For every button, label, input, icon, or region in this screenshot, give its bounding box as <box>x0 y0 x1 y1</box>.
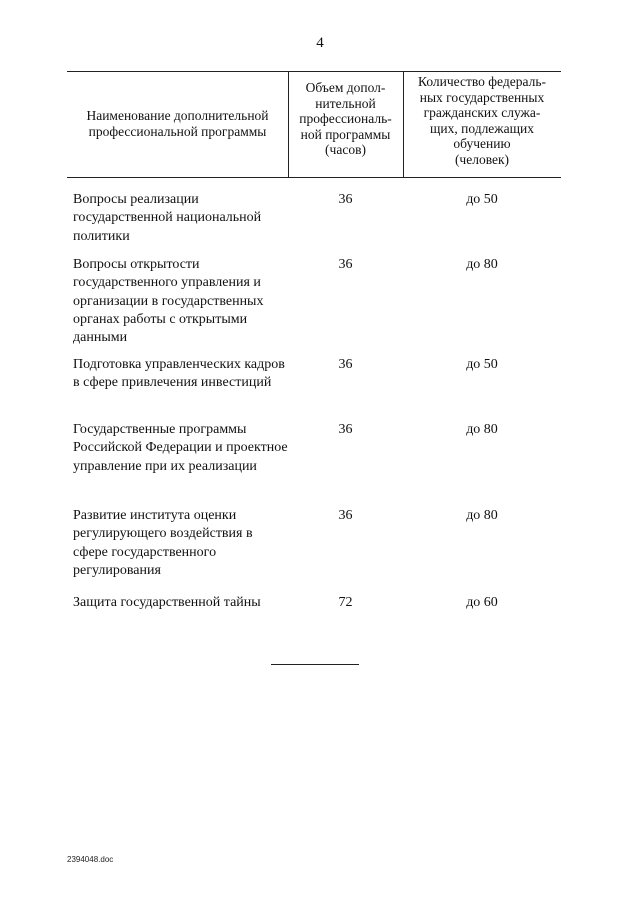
program-people: до 50 <box>466 192 498 207</box>
program-name: Подготовка управленческих кадров в сфере привлечения инвестиций <box>73 357 285 391</box>
header-program-name: Наименование дополнительной профессиональной программы <box>86 108 269 139</box>
page-number: 4 <box>316 35 324 51</box>
program-hours: 36 <box>338 508 353 523</box>
end-of-document-rule <box>271 664 359 665</box>
program-name: Развитие института оценки регулирующего воздействия в сфере государственного регулирования <box>73 508 253 578</box>
program-people: до 50 <box>466 357 498 372</box>
program-people: до 80 <box>466 508 498 523</box>
program-name: Вопросы открытости государственного управления и организации в государственных органах работы с открытыми данными <box>73 257 264 346</box>
program-hours: 72 <box>338 595 353 610</box>
program-name: Вопросы реализации государственной национальной политики <box>73 192 262 244</box>
program-hours: 36 <box>338 192 353 207</box>
program-people: до 60 <box>466 595 498 610</box>
document-code: 2394048.doc <box>67 855 114 864</box>
program-people: до 80 <box>466 257 498 272</box>
program-name: Защита государственной тайны <box>73 595 261 610</box>
program-hours: 36 <box>338 422 353 437</box>
program-hours: 36 <box>338 257 353 272</box>
program-people: до 80 <box>466 422 498 437</box>
header-volume: Объем допол- нительной профессиональ- ной программы (часов) <box>299 80 392 158</box>
header-bottom-rule <box>67 177 561 178</box>
header-count: Количество федераль- ных государственных гражданских служа- щих, подлежащих обучению (человек) <box>418 74 546 167</box>
table-top-rule <box>67 71 561 72</box>
program-name: Государственные программы Российской Федерации и проектное управление при их реализации <box>73 422 288 474</box>
program-hours: 36 <box>338 357 353 372</box>
